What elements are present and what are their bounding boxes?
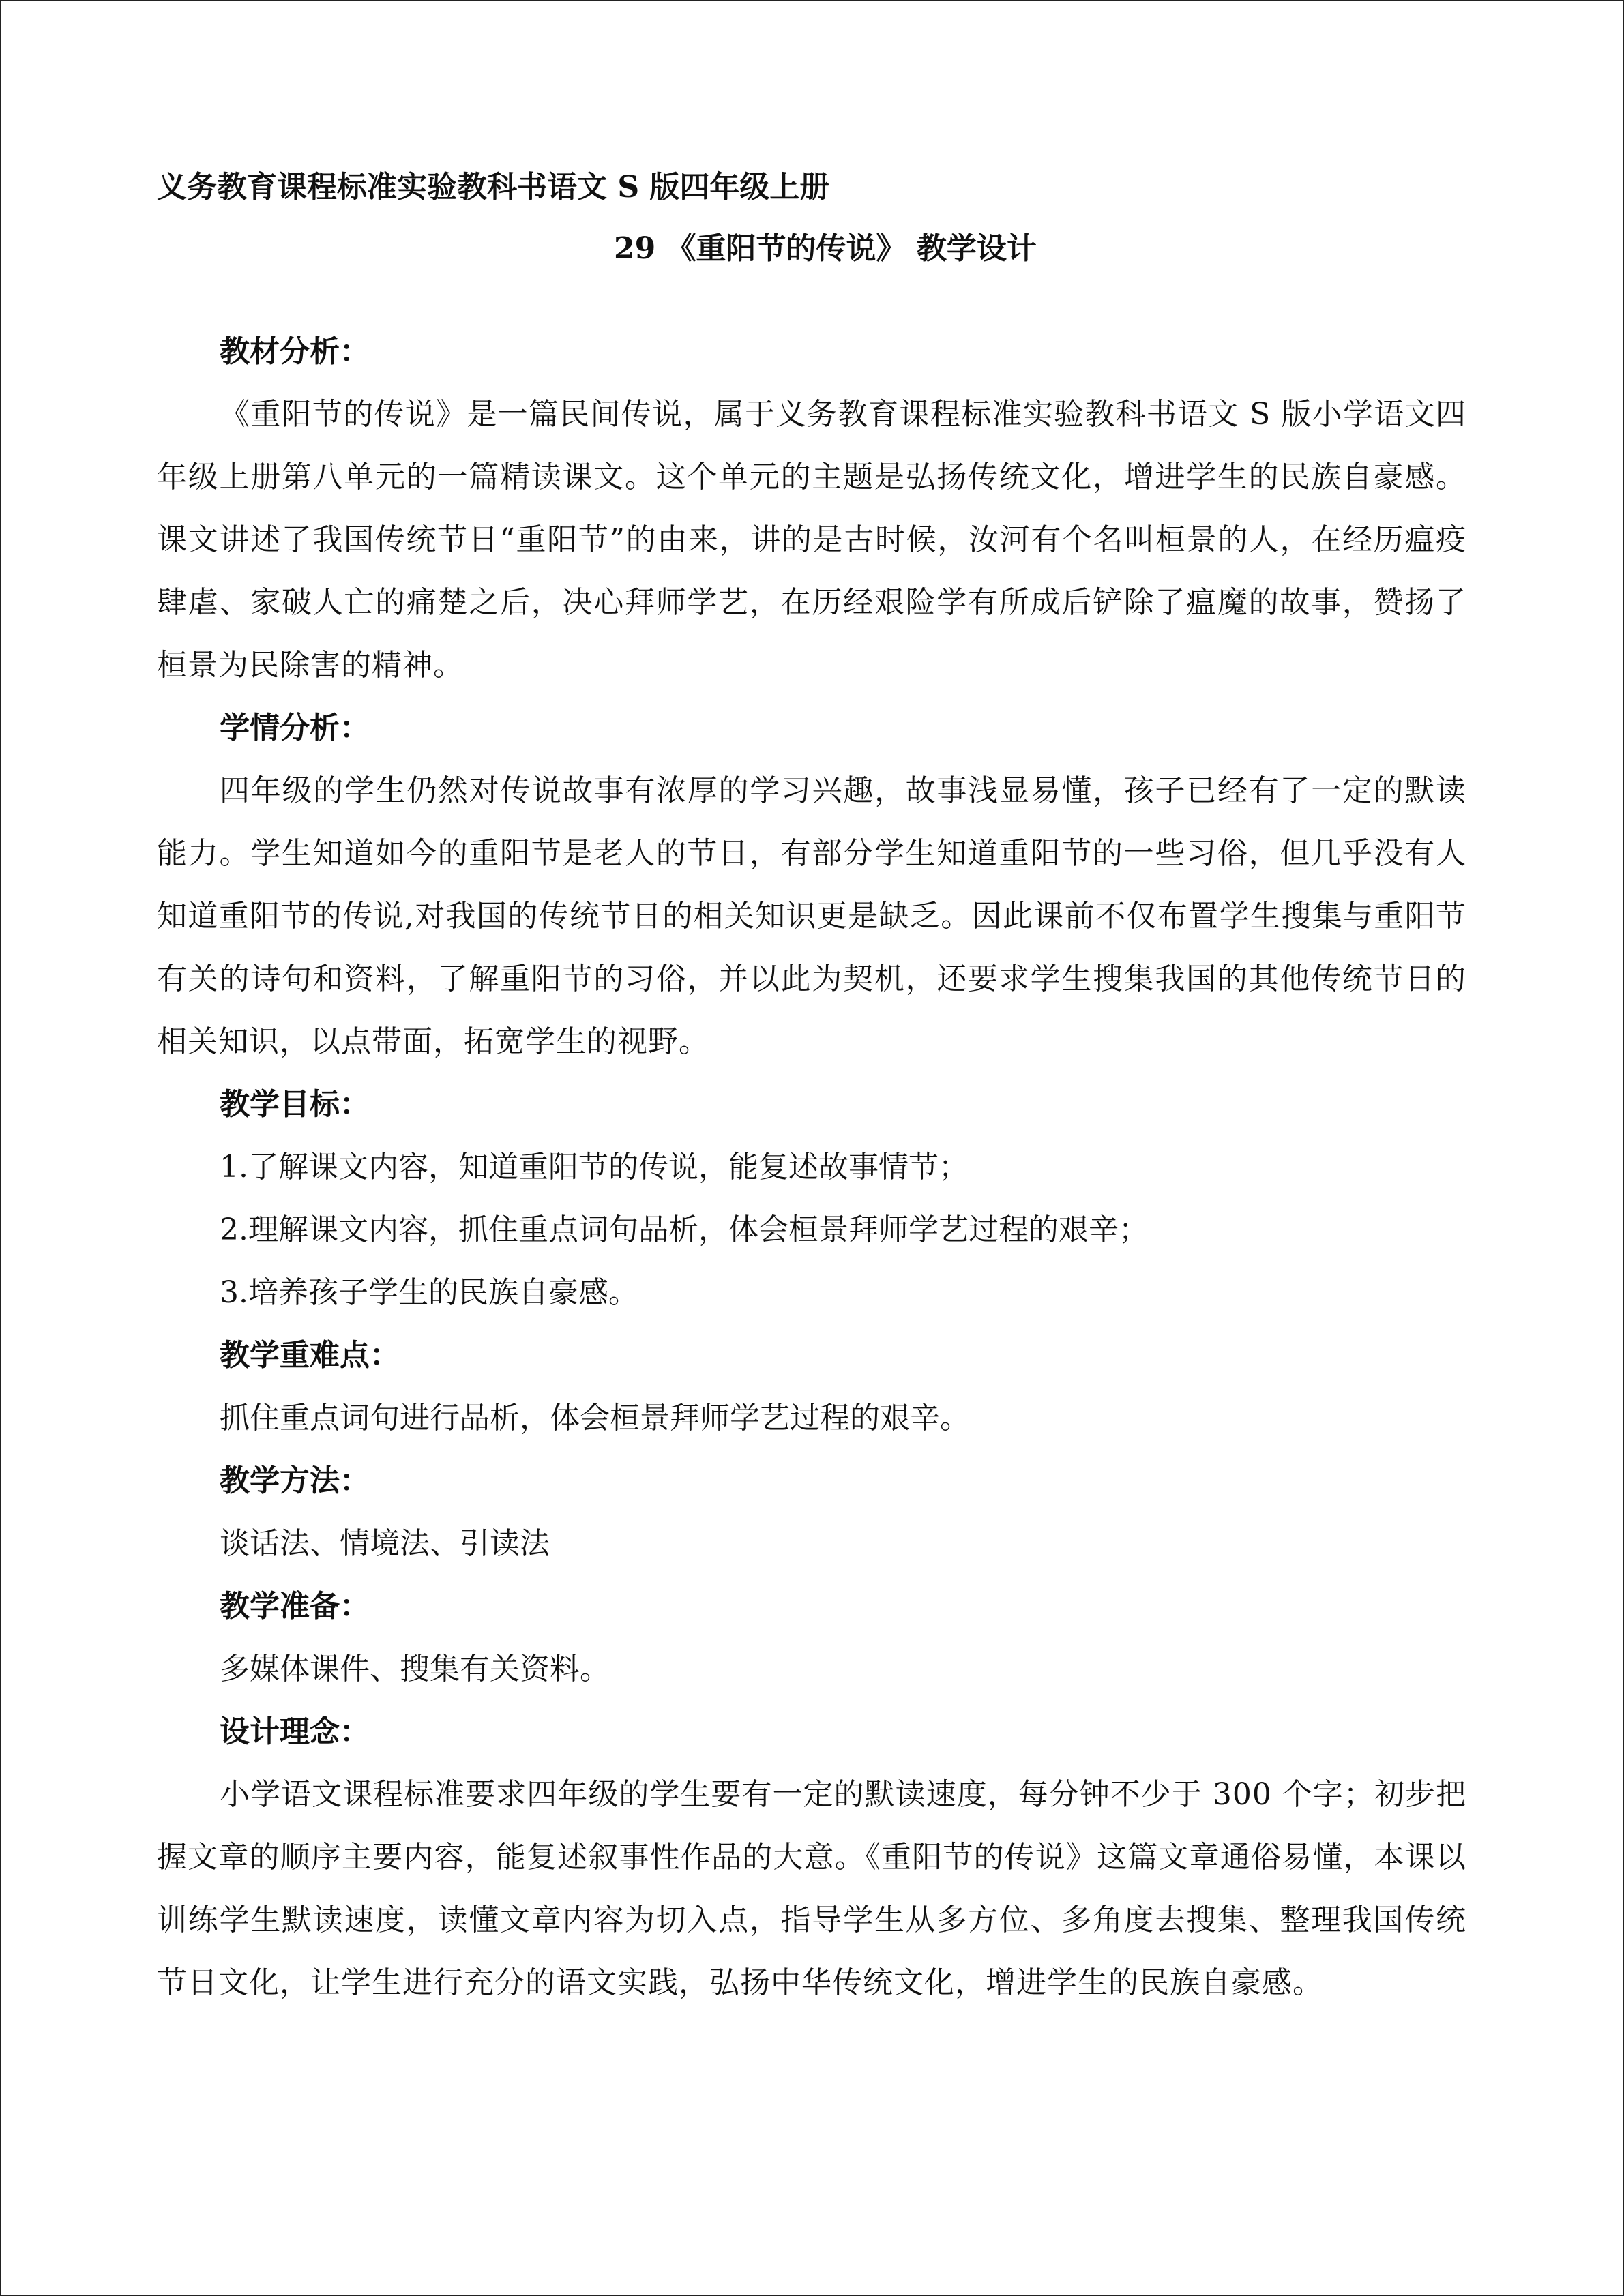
heading-teaching-goals: 教学目标： [220,1087,370,1122]
document-body [157,157,1466,2014]
teaching-goal-item: 2.理解课文内容，抓住重点词句品析，体会桓景拜师学艺过程的艰辛； [220,1212,1149,1247]
heading-key-difficulties: 教学重难点： [220,1338,400,1373]
heading-design-concept: 设计理念： [220,1714,370,1749]
heading-teaching-prep: 教学准备： [220,1589,370,1624]
heading-teaching-methods: 教学方法： [220,1463,370,1498]
student-analysis-text: 四年级的学生仍然对传说故事有浓厚的学习兴趣，故事浅显易懂，孩子已经有了一定的默读能力。学生知道如今的重阳节是老人的节日，有部分学生知道重阳节的一些习俗，但几乎没有人知道重阳节的传说,对我国的传统节日的相关知识更是缺乏。因此课前不仅布置学生搜集与重阳节有关的诗句和资料，了解重阳节的习俗，并以此为契机，还要求学生搜集我国的其他传统节日的相关知识，以点带面，拓宽学生的视野。 [157,773,1466,1059]
heading-textbook-analysis: 教材分析： [220,334,370,369]
teaching-goal-item: 3.培养孩子学生的民族自豪感。 [220,1275,638,1310]
heading-student-analysis: 学情分析： [220,711,370,745]
teaching-prep-text: 多媒体课件、搜集有关资料。 [220,1652,610,1686]
design-concept-text: 小学语文课程标准要求四年级的学生要有一定的默读速度，每分钟不少于 300 个字；初步把握文章的顺序主要内容，能复述叙事性作品的大意。《重阳节的传说》这篇文章通俗易懂，本课以训练学生默读速度，读懂文章内容为切入点，指导学生从多方位、多角度去搜集、整理我国传统节日文化，让学生进行充分的语文实践，弘扬中华传统文化，增进学生的民族自豪感。 [157,1777,1466,2000]
lesson-title: 29 《重阳节的传说》 教学设计 [614,231,1037,266]
key-difficulties-text: 抓住重点词句进行品析，体会桓景拜师学艺过程的艰辛。 [220,1401,970,1435]
textbook-analysis-text: 《重阳节的传说》是一篇民间传说，属于义务教育课程标准实验教科书语文 S 版小学语文四年级上册第八单元的一篇精读课文。这个单元的主题是弘扬传统文化，增进学生的民族自豪感。课文讲述了我国传统节日“重阳节”的由来，讲的是古时候，汝河有个名叫桓景的人，在经历瘟疫肆虐、家破人亡的痛楚之后，决心拜师学艺，在历经艰险学有所成后铲除了瘟魔的故事，赞扬了桓景为民除害的精神。 [157,397,1466,683]
series-title: 义务教育课程标准实验教科书语文 S 版四年级上册 [157,170,830,205]
teaching-methods-text: 谈话法、情境法、引读法 [220,1526,550,1561]
teaching-goal-item: 1.了解课文内容，知道重阳节的传说，能复述故事情节； [220,1150,969,1184]
